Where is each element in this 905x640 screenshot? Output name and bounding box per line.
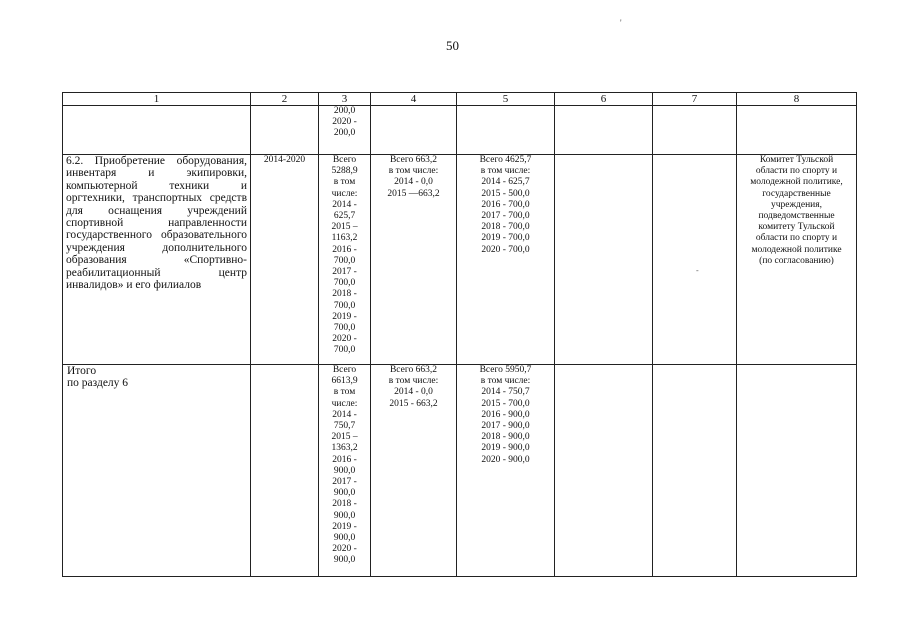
cell-line: 2019 - [332, 311, 357, 322]
cell-line: 2018 - [332, 289, 357, 300]
row1-federal-funding [371, 155, 457, 365]
row1-executor [737, 155, 857, 365]
cell-line: Всего 663,2 [389, 155, 438, 165]
program-table [62, 92, 857, 577]
cell-line: 2018 - 700,0 [481, 222, 530, 233]
cell-line: области по спорту и [755, 233, 838, 244]
cell-line: Итого [67, 365, 97, 377]
cell-line: 6613,9 [331, 376, 358, 387]
row1-regional-funding [457, 155, 555, 365]
cell-line: 200,0 [333, 128, 356, 139]
row0-period [251, 106, 319, 155]
row2-col7 [653, 365, 737, 577]
cell-line: 750,7 [333, 421, 356, 432]
cell-line: числе: [331, 188, 358, 199]
cell-line: 2017 - [332, 477, 357, 488]
row1-col7 [653, 155, 737, 365]
cell-line: подведомственные [758, 211, 835, 222]
cell-line: в том числе: [480, 166, 531, 177]
table-row-continuation [63, 106, 857, 155]
cell-line: 2018 - 900,0 [481, 432, 530, 443]
row0-executor [737, 106, 857, 155]
cell-line: молодежной политике, [750, 177, 843, 188]
cell-line: Всего 4625,7 [479, 155, 532, 165]
cell-line: 2015 —663,2 [387, 188, 440, 199]
row0-col6 [555, 106, 653, 155]
cell-line: 2017 - 700,0 [481, 211, 530, 222]
header-row [63, 93, 857, 106]
cell-line: 2019 - 700,0 [481, 233, 530, 244]
header-col-5: 5 [457, 93, 555, 106]
header-col-8: 8 [737, 93, 857, 106]
row1-total-funding [319, 155, 371, 365]
row0-col7 [653, 106, 737, 155]
row0-federal-funding [371, 106, 457, 155]
cell-line: 200,0 [333, 106, 356, 116]
cell-line: 2020 - 900,0 [481, 454, 530, 465]
row1-col6 [555, 155, 653, 365]
scan-artifact-dot: - [696, 266, 699, 275]
row0-regional-funding [457, 106, 555, 155]
row2-activity [63, 365, 251, 577]
cell-line: 900,0 [333, 488, 356, 499]
row1-activity: 6.2. Приобретение оборудования, инвентаря и экипировки, компьютерной техники и оргтехники, транспортных средств для оснащения учреждений спортивной направленности государственного образовательного учреждения дополнительного образования «Спортивно-реабилитационный центр инвалидов» и его филиалов [63, 155, 251, 365]
row2-period [251, 365, 319, 577]
cell-line: 2015 - 663,2 [389, 398, 438, 409]
cell-line: 2016 - 700,0 [481, 199, 530, 210]
cell-line: числе: [331, 398, 358, 409]
cell-line: 700,0 [333, 323, 356, 334]
cell-line: молодежной политике [751, 244, 842, 255]
cell-line: 2015 - 700,0 [481, 398, 530, 409]
cell-line: в том [333, 177, 356, 188]
cell-line: 700,0 [333, 255, 356, 266]
cell-line: 900,0 [333, 533, 356, 544]
row0-activity [63, 106, 251, 155]
row2-regional-funding [457, 365, 555, 577]
cell-line: в том числе: [480, 376, 531, 387]
row2-executor [737, 365, 857, 577]
cell-line: по разделу 6 [67, 377, 129, 390]
cell-line: 900,0 [333, 555, 356, 566]
cell-line: 2016 - [332, 454, 357, 465]
cell-line: 2019 - [332, 521, 357, 532]
table-row-total [63, 365, 857, 577]
table-row-6-2 [63, 155, 857, 365]
header-col-2: 2 [251, 93, 319, 106]
cell-line: 5288,9 [331, 166, 358, 177]
cell-line: 2014 - 0,0 [394, 177, 433, 188]
cell-line: 2020 - [332, 334, 357, 345]
cell-line: 2015 - 500,0 [481, 188, 530, 199]
cell-line: в том числе: [388, 376, 439, 387]
cell-line: 2018 - [332, 499, 357, 510]
cell-line: 2015 – [331, 432, 358, 443]
page-number: 50 [446, 38, 459, 53]
cell-line: Всего 663,2 [389, 365, 438, 375]
row0-total-funding [319, 106, 371, 155]
cell-line: 700,0 [333, 278, 356, 289]
row2-col6 [555, 365, 653, 577]
cell-line: 2020 - [332, 544, 357, 555]
header-col-3: 3 [319, 93, 371, 106]
cell-line: 2014 - 625,7 [481, 177, 530, 188]
cell-line: 900,0 [333, 465, 356, 476]
header-col-7: 7 [653, 93, 737, 106]
cell-line: Всего [332, 365, 357, 375]
cell-line: Комитет Тульской [759, 155, 834, 165]
row1-period: 2014-2020 [251, 155, 319, 365]
cell-line: 2017 - 900,0 [481, 421, 530, 432]
row2-total-funding [319, 365, 371, 577]
cell-line: 1363,2 [331, 443, 358, 454]
cell-line: 2014 - 0,0 [394, 387, 433, 398]
scan-artifact: ' [620, 18, 622, 28]
cell-line: (по согласованию) [759, 255, 834, 266]
cell-line: государственные [762, 188, 831, 199]
cell-line: 2014 - [332, 409, 357, 420]
cell-line: 2019 - 900,0 [481, 443, 530, 454]
cell-line: 700,0 [333, 300, 356, 311]
row2-federal-funding [371, 365, 457, 577]
cell-line: в том числе: [388, 166, 439, 177]
cell-line: в том [333, 387, 356, 398]
cell-line: 700,0 [333, 345, 356, 356]
cell-line: 625,7 [333, 211, 356, 222]
cell-line: 2015 – [331, 222, 358, 233]
cell-line: 1163,2 [331, 233, 358, 244]
cell-line: 2020 - 700,0 [481, 244, 530, 255]
cell-line: 2017 - [332, 267, 357, 278]
cell-line: области по спорту и [755, 166, 838, 177]
cell-line: Всего 5950,7 [479, 365, 532, 375]
cell-line: 2014 - 750,7 [481, 387, 530, 398]
cell-line: комитету Тульской [758, 222, 835, 233]
header-col-6: 6 [555, 93, 653, 106]
header-col-1: 1 [63, 93, 251, 106]
cell-line: 2016 - 900,0 [481, 409, 530, 420]
cell-line: 900,0 [333, 510, 356, 521]
cell-line: 2020 - [332, 117, 357, 128]
cell-line: учреждения, [770, 199, 823, 210]
cell-line: 2014 - [332, 199, 357, 210]
header-col-4: 4 [371, 93, 457, 106]
cell-line: Всего [332, 155, 357, 165]
cell-line: 2016 - [332, 244, 357, 255]
